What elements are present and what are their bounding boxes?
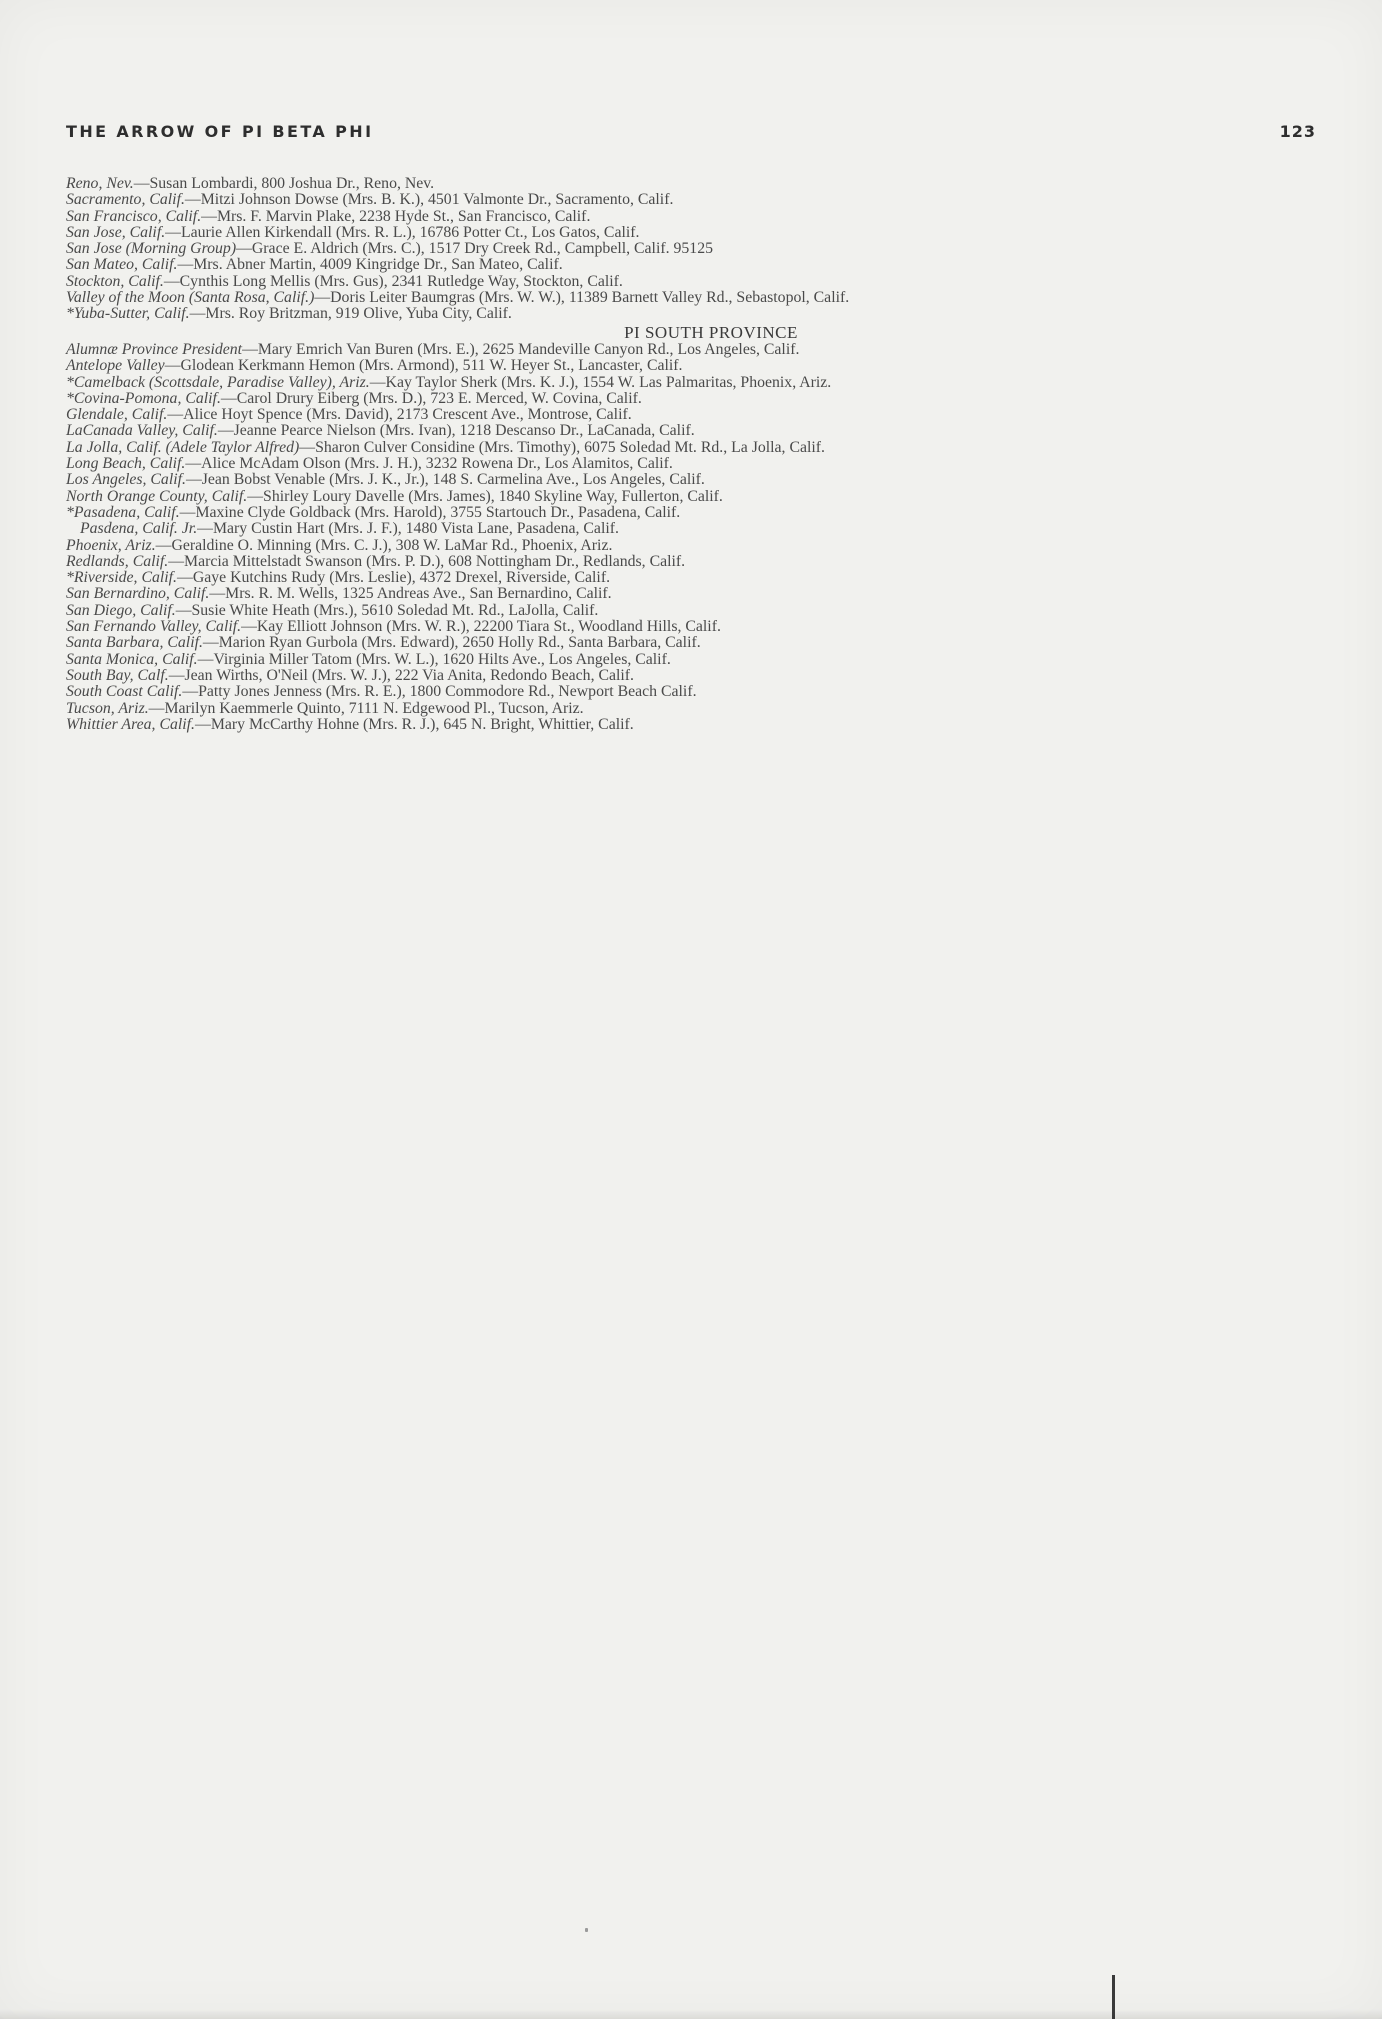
contact-details: —Jeanne Pearce Nielson (Mrs. Ivan), 1218 Descanso Dr., LaCanada, Calif.: [217, 422, 695, 440]
directory-entry: [66, 619, 1316, 635]
contact-details: —Mary Emrich Van Buren (Mrs. E.), 2625 Mandeville Canyon Rd., Los Angeles, Calif.: [242, 340, 800, 358]
scan-bottom-shadow: [0, 2009, 1382, 2019]
page-number: 123: [1279, 122, 1316, 141]
contact-details: —Laurie Allen Kirkendall (Mrs. R. L.), 16786 Potter Ct., Los Gatos, Calif.: [165, 223, 640, 241]
contact-details: —Jean Wirths, O'Neil (Mrs. W. J.), 222 Via Anita, Redondo Beach, Calif.: [168, 666, 635, 684]
directory-entry: [66, 342, 1316, 358]
contact-details: —Sharon Culver Considine (Mrs. Timothy), 6075 Soledad Mt. Rd., La Jolla, Calif.: [299, 438, 825, 456]
chapter-place: Alumnæ Province President: [66, 340, 243, 358]
running-head: [66, 122, 1316, 146]
chapter-place: San Diego, Calif.: [66, 601, 176, 619]
directory-entry: [66, 684, 1316, 700]
directory-entry: [66, 358, 1316, 374]
contact-details: —Cynthis Long Mellis (Mrs. Gus), 2341 Rutledge Way, Stockton, Calif.: [163, 272, 623, 290]
entry-list-pi-north: [66, 176, 1316, 323]
chapter-place: San Jose (Morning Group): [66, 240, 237, 258]
directory-entry: [66, 391, 1316, 407]
chapter-place: Sacramento, Calif.: [66, 191, 185, 209]
chapter-place: Long Beach, Calif.: [66, 455, 186, 473]
directory-entry: [66, 570, 1316, 586]
contact-details: —Mary Custin Hart (Mrs. J. F.), 1480 Vista Lane, Pasadena, Calif.: [197, 520, 619, 538]
directory-entry: [66, 472, 1316, 488]
chapter-place: Reno, Nev.: [66, 175, 134, 192]
directory-entry: [66, 717, 1316, 733]
contact-details: —Mary McCarthy Hohne (Mrs. R. J.), 645 N. Bright, Whittier, Calif.: [195, 715, 634, 733]
chapter-place: *Yuba-Sutter, Calif.: [66, 305, 190, 323]
directory-entry: [66, 521, 1316, 537]
contact-details: —Patty Jones Jenness (Mrs. R. E.), 1800 Commodore Rd., Newport Beach Calif.: [182, 683, 697, 701]
journal-title: THE ARROW OF PI BETA PHI: [66, 122, 374, 141]
chapter-place: Antelope Valley: [66, 357, 165, 375]
contact-details: —Alice Hoyt Spence (Mrs. David), 2173 Crescent Ave., Montrose, Calif.: [167, 406, 632, 424]
directory-entry: [66, 635, 1316, 651]
chapter-place: Glendale, Calif.: [66, 406, 168, 424]
chapter-place: *Pasadena, Calif.: [66, 503, 180, 521]
directory-entry: [66, 176, 1316, 192]
directory-entry: [66, 225, 1316, 241]
chapter-place: *Riverside, Calif.: [66, 569, 178, 587]
directory-entry: [66, 423, 1316, 439]
chapter-place: South Bay, Calf.: [66, 666, 169, 684]
section-heading: PI SOUTH PROVINCE: [624, 322, 798, 342]
contact-details: —Marilyn Kaemmerle Quinto, 7111 N. Edgewood Pl., Tucson, Ariz.: [148, 699, 584, 717]
contact-details: —Gaye Kutchins Rudy (Mrs. Leslie), 4372 Drexel, Riverside, Calif.: [177, 569, 611, 587]
contact-details: —Grace E. Aldrich (Mrs. C.), 1517 Dry Creek Rd., Campbell, Calif. 95125: [236, 240, 713, 258]
directory-entry: [66, 306, 1316, 322]
chapter-directory: [66, 176, 1316, 733]
directory-entry: [66, 505, 1316, 521]
contact-details: —Marcia Mittelstadt Swanson (Mrs. P. D.), 608 Nottingham Dr., Redlands, Calif.: [168, 552, 686, 570]
directory-entry: [66, 586, 1316, 602]
chapter-place: Tucson, Ariz.: [66, 699, 149, 717]
chapter-place: South Coast Calif.: [66, 683, 183, 701]
contact-details: —Marion Ryan Gurbola (Mrs. Edward), 2650 Holly Rd., Santa Barbara, Calif.: [202, 634, 701, 652]
chapter-place: San Bernardino, Calif.: [66, 585, 210, 603]
directory-entry: [66, 603, 1316, 619]
contact-details: —Mrs. Roy Britzman, 919 Olive, Yuba City, Calif.: [189, 305, 512, 323]
contact-details: —Kay Taylor Sherk (Mrs. K. J.), 1554 W. Las Palmaritas, Phoenix, Ariz.: [369, 373, 832, 391]
contact-details: —Virginia Miller Tatom (Mrs. W. L.), 1620 Hilts Ave., Los Angeles, Calif.: [197, 650, 671, 668]
chapter-place: Phoenix, Ariz.: [66, 536, 156, 554]
chapter-place: North Orange County, Calif.: [66, 487, 248, 505]
chapter-place: Valley of the Moon (Santa Rosa, Calif.): [66, 289, 315, 307]
directory-entry: [66, 274, 1316, 290]
contact-details: —Mitzi Johnson Dowse (Mrs. B. K.), 4501 Valmonte Dr., Sacramento, Calif.: [184, 191, 674, 209]
contact-details: —Kay Elliott Johnson (Mrs. W. R.), 22200 Tiara St., Woodland Hills, Calif.: [241, 618, 721, 636]
scan-speck: [585, 1928, 588, 1932]
chapter-place: *Camelback (Scottsdale, Paradise Valley), Ariz.: [66, 373, 370, 391]
chapter-place: LaCanada Valley, Calif.: [66, 422, 218, 440]
chapter-place: La Jolla, Calif. (Adele Taylor Alfred): [66, 438, 300, 456]
directory-entry: [66, 440, 1316, 456]
chapter-place: *Covina-Pomona, Calif.: [66, 389, 221, 407]
directory-entry: [66, 290, 1316, 306]
directory-entry: [66, 554, 1316, 570]
contact-details: —Jean Bobst Venable (Mrs. J. K., Jr.), 148 S. Carmelina Ave., Los Angeles, Calif.: [185, 471, 705, 489]
contact-details: —Susan Lombardi, 800 Joshua Dr., Reno, Nev.: [133, 175, 435, 192]
contact-details: —Carol Drury Eiberg (Mrs. D.), 723 E. Merced, W. Covina, Calif.: [220, 389, 642, 407]
directory-entry: [66, 538, 1316, 554]
contact-details: —Geraldine O. Minning (Mrs. C. J.), 308 W. LaMar Rd., Phoenix, Ariz.: [155, 536, 613, 554]
contact-details: —Maxine Clyde Goldback (Mrs. Harold), 3755 Startouch Dr., Pasadena, Calif.: [179, 503, 681, 521]
contact-details: —Mrs. Abner Martin, 4009 Kingridge Dr., San Mateo, Calif.: [177, 256, 563, 274]
chapter-place: Los Angeles, Calif.: [66, 471, 186, 489]
chapter-place: San Fernando Valley, Calif.: [66, 618, 242, 636]
chapter-place: Whittier Area, Calif.: [66, 715, 196, 733]
directory-entry: [66, 407, 1316, 423]
directory-entry: [66, 192, 1316, 208]
contact-details: —Mrs. F. Marvin Plake, 2238 Hyde St., San Francisco, Calif.: [201, 207, 591, 225]
chapter-place: Santa Monica, Calif.: [66, 650, 198, 668]
contact-details: —Susie White Heath (Mrs.), 5610 Soledad Mt. Rd., LaJolla, Calif.: [175, 601, 599, 619]
chapter-place: San Jose, Calif.: [66, 223, 166, 241]
chapter-place: Pasdena, Calif. Jr.: [80, 520, 198, 538]
directory-entry: [66, 652, 1316, 668]
chapter-place: Redlands, Calif.: [66, 552, 169, 570]
directory-entry: [66, 668, 1316, 684]
entry-list-pi-south: [66, 342, 1316, 733]
chapter-place: San Francisco, Calif.: [66, 207, 202, 225]
chapter-place: Stockton, Calif.: [66, 272, 164, 290]
contact-details: —Mrs. R. M. Wells, 1325 Andreas Ave., San Bernardino, Calif.: [209, 585, 612, 603]
chapter-place: San Mateo, Calif.: [66, 256, 178, 274]
chapter-place: Santa Barbara, Calif.: [66, 634, 203, 652]
contact-details: —Shirley Loury Davelle (Mrs. James), 1840 Skyline Way, Fullerton, Calif.: [247, 487, 723, 505]
directory-entry: [66, 701, 1316, 717]
contact-details: —Glodean Kerkmann Hemon (Mrs. Armond), 511 W. Heyer St., Lancaster, Calif.: [164, 357, 683, 375]
directory-entry: [66, 375, 1316, 391]
directory-entry: [66, 456, 1316, 472]
directory-entry: [66, 257, 1316, 273]
contact-details: —Alice McAdam Olson (Mrs. J. H.), 3232 Rowena Dr., Los Alamitos, Calif.: [185, 455, 673, 473]
directory-entry: [66, 241, 1316, 257]
contact-details: —Doris Leiter Baumgras (Mrs. W. W.), 11389 Barnett Valley Rd., Sebastopol, Calif.: [314, 289, 850, 307]
directory-entry: [66, 489, 1316, 505]
directory-entry: [66, 209, 1316, 225]
